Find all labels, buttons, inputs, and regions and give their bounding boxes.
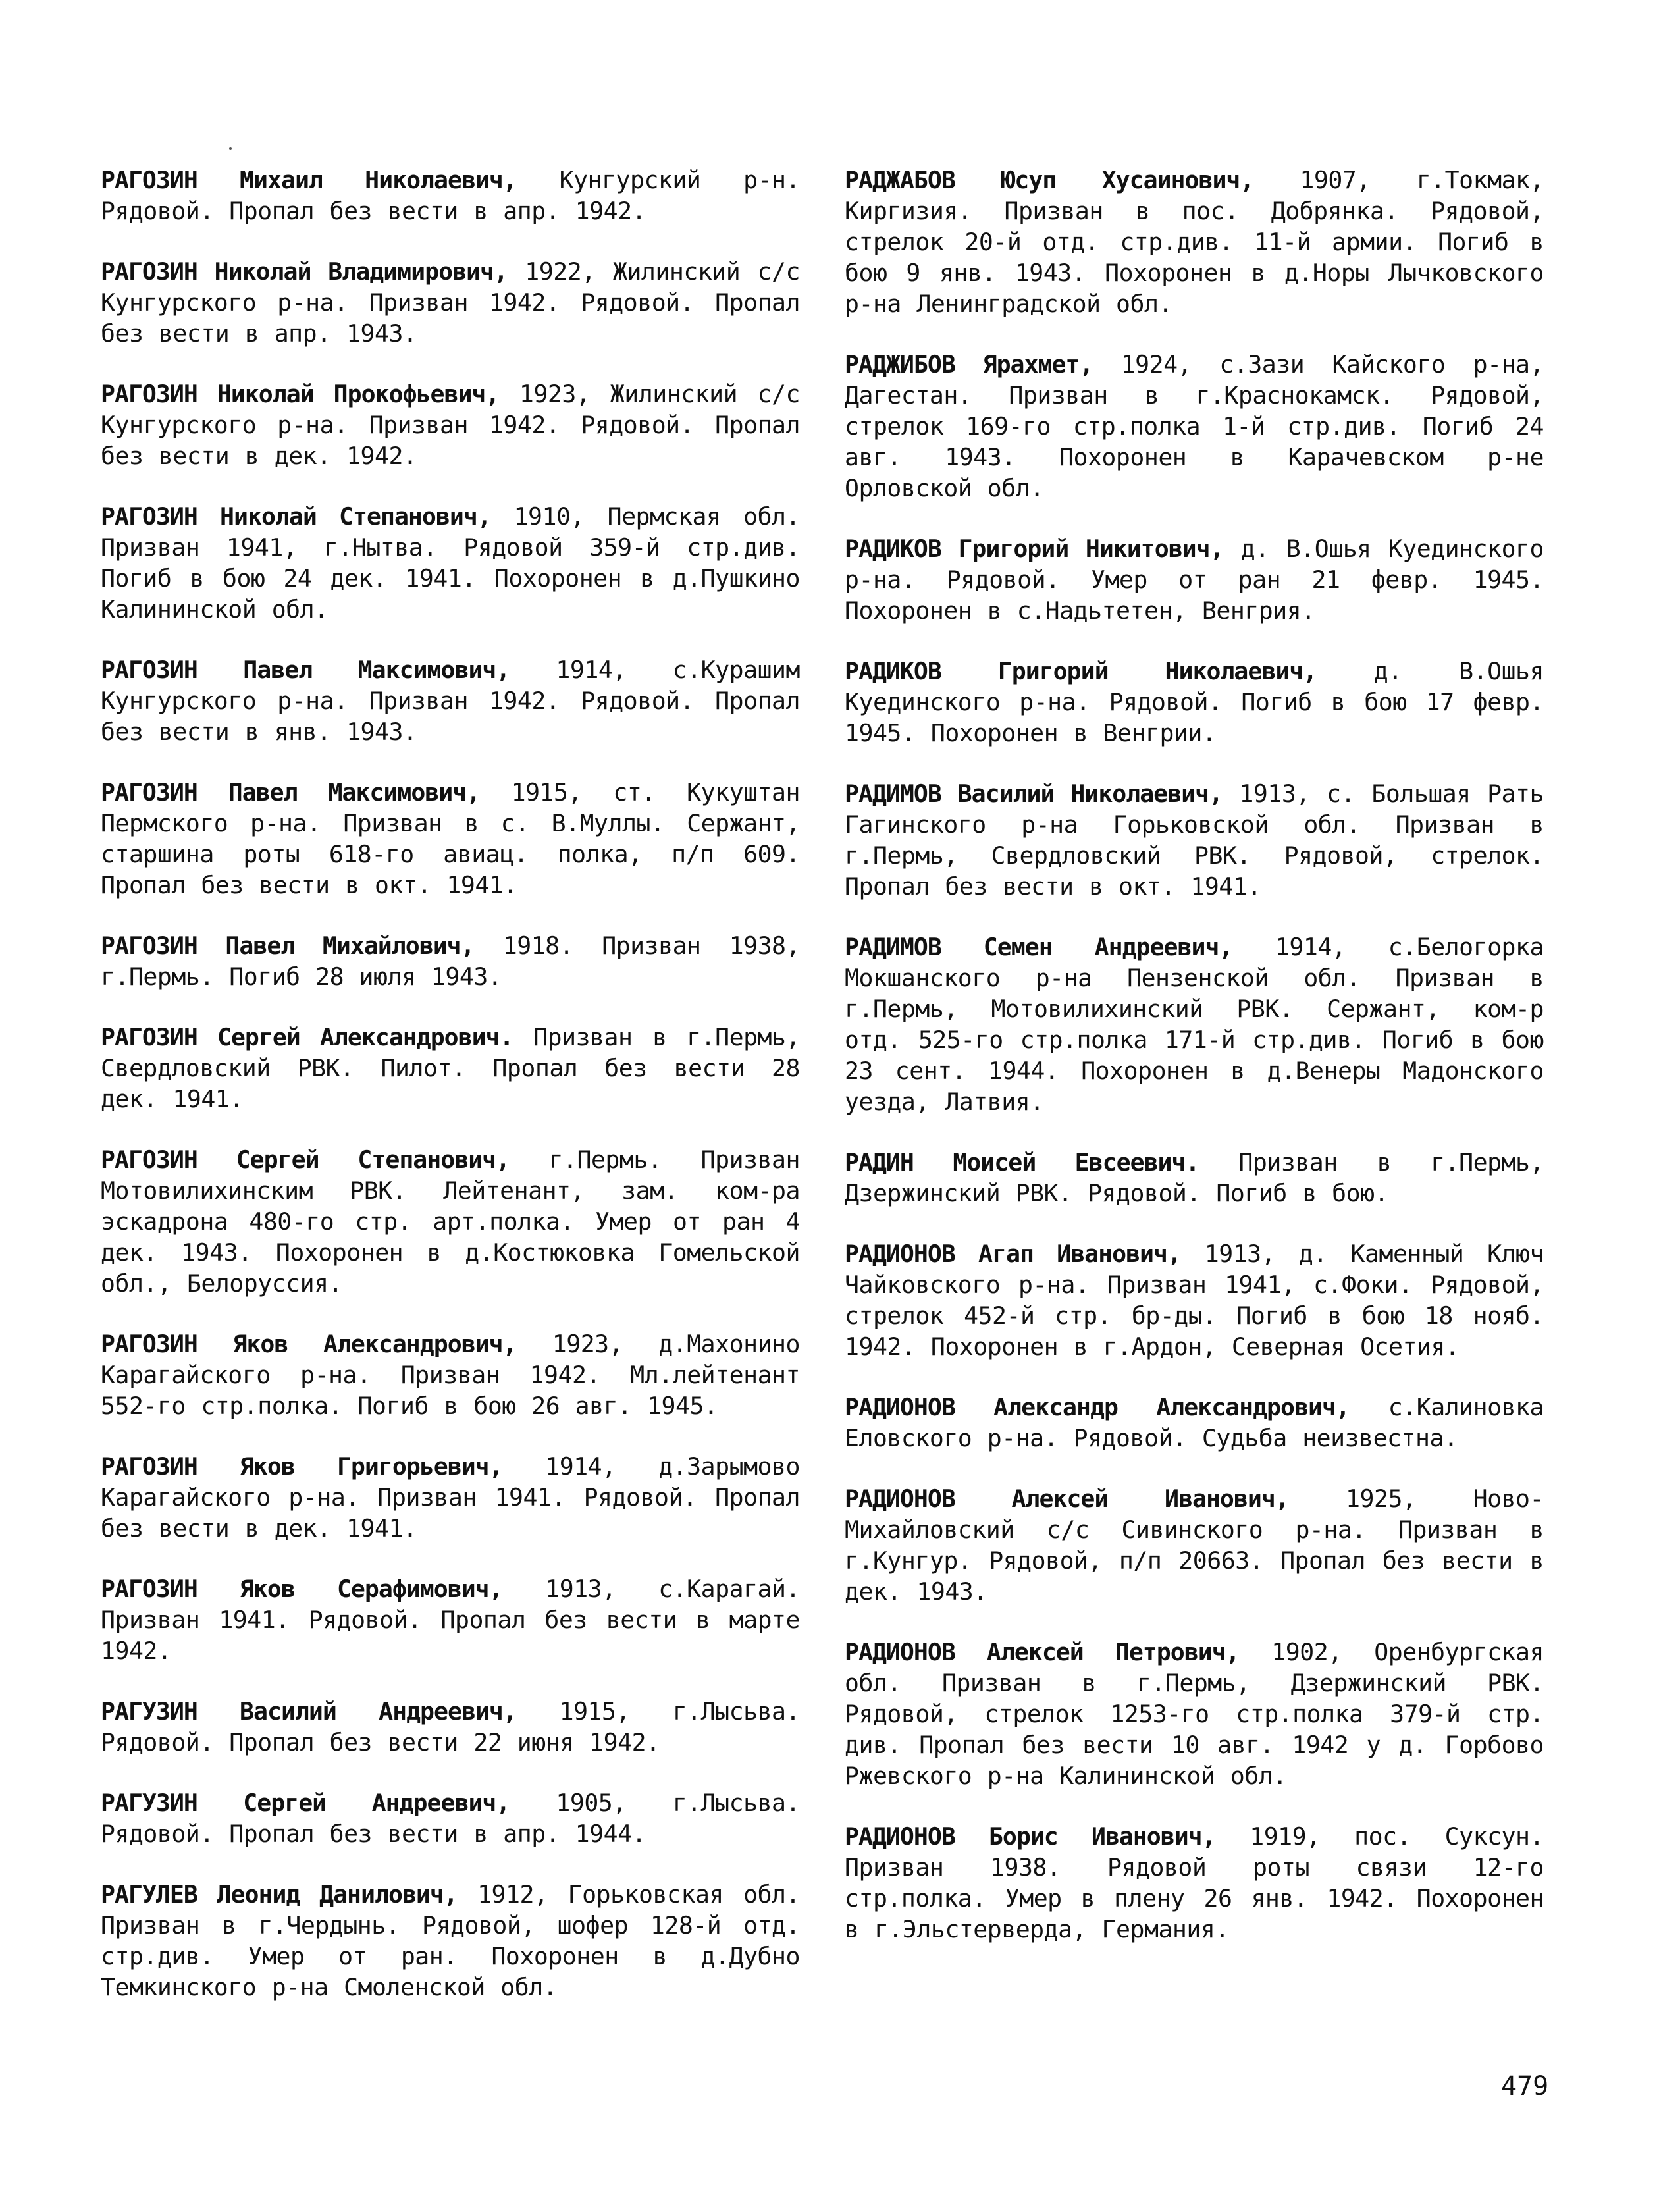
entry-name: РАГОЗИН Яков Александрович, xyxy=(101,1330,517,1358)
entry-name: РАДИКОВ Григорий Никитович, xyxy=(845,535,1224,563)
entry-text: 1914, с.Белогорка Мокшанского р-на Пензенской обл. Призван в г.Пермь, Мотовилихинский РВК. Сержант, ком-р отд. 525-го стр.полка 171-й стр.див. Погиб в бою 23 сент. 1944. Похоронен в д.Венеры Мадонского уезда, Латвия. xyxy=(845,933,1544,1116)
entry xyxy=(101,256,800,349)
entry-text: Призван в г.Пермь, Свердловский РВК. Пилот. Пропал без вести 28 дек. 1941. xyxy=(101,1023,800,1113)
entry-text: 1910, Пермская обл. Призван 1941, г.Нытва. Рядовой 359-й стр.див. Погиб в бою 24 дек. 1941. Похоронен в д.Пушкино Калининской обл. xyxy=(101,502,801,623)
entry xyxy=(101,654,800,747)
entry xyxy=(845,165,1544,319)
entry xyxy=(845,1238,1544,1362)
entry xyxy=(845,349,1544,504)
entry xyxy=(101,1329,800,1421)
entry-name: РАДЖИБОВ Ярахмет, xyxy=(845,350,1093,379)
entry-text: Кунгурский р-н. Рядовой. Пропал без вести в апр. 1942. xyxy=(101,166,800,225)
entry xyxy=(101,1879,800,2003)
entry xyxy=(101,501,800,625)
entry-text: с.Калиновка Еловского р-на. Рядовой. Судьба неизвестна. xyxy=(845,1393,1544,1452)
entry-name: РАДИМОВ Василий Николаевич, xyxy=(845,779,1223,808)
entry-text: 1913, д. Каменный Ключ Чайковского р-на. Призван 1941, с.Фоки. Рядовой, стрелок 452-й стр. бр-ды. Погиб в бою 18 нояб. 1942. Похоронен в г.Ардон, Северная Осетия. xyxy=(845,1240,1544,1361)
entry-text: 1915, г.Лысьва. Рядовой. Пропал без вести 22 июня 1942. xyxy=(101,1697,800,1756)
entry-text: 1924, с.Зази Кайского р-на, Дагестан. Призван в г.Краснокамск. Рядовой, стрелок 169-го стр.полка 1-й стр.див. Погиб 24 авг. 1943. Похоронен в Карачевском р-не Орловской обл. xyxy=(845,350,1544,502)
page-number: 479 xyxy=(1501,2071,1549,2101)
entry xyxy=(845,932,1544,1117)
entry-name: РАДИКОВ Григорий Николаевич, xyxy=(845,657,1317,685)
entry-text: 1912, Горьковская обл. Призван в г.Чердынь. Рядовой, шофер 128-й отд. стр.див. Умер от ран. Похоронен в д.Дубно Темкинского р-на Смоленской обл. xyxy=(101,1880,800,2001)
entry xyxy=(845,533,1544,626)
entry-name: РАГОЗИН Яков Григорьевич, xyxy=(101,1452,503,1481)
entry-text: 1907, г.Токмак, Киргизия. Призван в пос. Добрянка. Рядовой, стрелок 20-й отд. стр.див. 11-й армии. Погиб в бою 9 янв. 1943. Похоронен в д.Норы Лычковского р-на Ленинградской обл. xyxy=(845,166,1544,318)
entry-name: РАДИОНОВ Агап Иванович, xyxy=(845,1240,1181,1268)
entry-text: 1918. Призван 1938, г.Пермь. Погиб 28 июля 1943. xyxy=(101,932,801,991)
entry-text: 1914, д.Зарымово Карагайского р-на. Призван 1941. Рядовой. Пропал без вести в дек. 1941. xyxy=(101,1452,800,1542)
entry-name: РАДЖАБОВ Юсуп Хусаинович, xyxy=(845,166,1254,194)
entry-text: 1923, д.Махонино Карагайского р-на. Призван 1942. Мл.лейтенант 552-го стр.полка. Погиб в бою 26 авг. 1945. xyxy=(101,1330,800,1420)
entry-text: д. В.Ошья Куединского р-на. Рядовой. Умер от ран 21 февр. 1945. Похоронен в с.Надьтетен, Венгрия. xyxy=(845,535,1544,625)
entry-name: РАДИН Моисей Евсеевич. xyxy=(845,1148,1199,1176)
entry-name: РАГУЛЕВ Леонид Данилович, xyxy=(101,1880,458,1909)
entry-text: 1925, Ново-Михайловский с/с Сивинского р-на. Призван в г.Кунгур. Рядовой, п/п 20663. Пропал без вести в дек. 1943. xyxy=(845,1485,1544,1606)
entry-text: 1914, с.Курашим Кунгурского р-на. Призван 1942. Рядовой. Пропал без вести в янв. 1943. xyxy=(101,656,801,746)
entry xyxy=(101,379,800,471)
entry-text: д. В.Ошья Куединского р-на. Рядовой. Погиб в бою 17 февр. 1945. Похоронен в Венгрии. xyxy=(845,657,1544,747)
entry-name: РАДИОНОВ Александр Александрович, xyxy=(845,1393,1350,1421)
entry-name: РАГОЗИН Павел Максимович, xyxy=(101,778,481,806)
entry-text: 1913, с.Карагай. Призван 1941. Рядовой. Пропал без вести в марте 1942. xyxy=(101,1575,800,1665)
entry-text: Призван в г.Пермь, Дзержинский РВК. Рядовой. Погиб в бою. xyxy=(845,1148,1544,1207)
entry xyxy=(101,930,800,992)
entry-name: РАГОЗИН Николай Степанович, xyxy=(101,502,491,531)
entry-name: РАДИОНОВ Алексей Петрович, xyxy=(845,1638,1240,1666)
entry xyxy=(845,778,1544,902)
entry xyxy=(101,1022,800,1115)
entry-name: РАГОЗИН Сергей Степанович, xyxy=(101,1146,510,1174)
entry xyxy=(845,656,1544,749)
entry-name: РАГОЗИН Яков Серафимович, xyxy=(101,1575,503,1603)
right-column xyxy=(845,165,1544,1974)
entry-text: 1919, пос. Суксун. Призван 1938. Рядовой роты связи 12-го стр.полка. Умер в плену 26 янв. 1942. Похоронен в г.Эльстерверда, Германия. xyxy=(845,1822,1544,1943)
entry-name: РАГОЗИН Павел Михайлович, xyxy=(101,932,475,960)
entry-name: РАДИОНОВ Алексей Иванович, xyxy=(845,1485,1289,1513)
entry-text: 1902, Оренбургская обл. Призван в г.Пермь, Дзержинский РВК. Рядовой, стрелок 1253-го стр.полка 379-й стр. див. Пропал без вести 10 авг. 1942 у д. Горбово Ржевского р-на Калининской обл. xyxy=(845,1638,1544,1790)
entry-text: 1922, Жилинский с/с Кунгурского р-на. Призван 1942. Рядовой. Пропал без вести в апр. 1943. xyxy=(101,257,800,348)
entry xyxy=(845,1147,1544,1209)
entry xyxy=(101,1144,800,1299)
entry-name: РАГОЗИН Николай Владимирович, xyxy=(101,257,508,286)
entry xyxy=(101,165,800,226)
entry-name: РАГОЗИН Николай Прокофьевич, xyxy=(101,380,500,408)
entry xyxy=(845,1821,1544,1945)
entry-text: 1905, г.Лысьва. Рядовой. Пропал без вести в апр. 1944. xyxy=(101,1789,801,1848)
entry xyxy=(101,1787,800,1849)
entry xyxy=(101,1573,800,1666)
entry-text: 1913, с. Большая Рать Гагинского р-на Горьковской обл. Призван в г.Пермь, Свердловский РВК. Рядовой, стрелок. Пропал без вести в окт. 1941. xyxy=(845,779,1544,901)
entry xyxy=(845,1392,1544,1454)
entry xyxy=(101,1696,800,1758)
scan-speck xyxy=(229,147,232,150)
entry-name: РАДИМОВ Семен Андреевич, xyxy=(845,933,1233,961)
entry xyxy=(845,1483,1544,1607)
entry-name: РАДИОНОВ Борис Иванович, xyxy=(845,1822,1216,1851)
entry-text: г.Пермь. Призван Мотовилихинским РВК. Лейтенант, зам. ком-ра эскадрона 480-го стр. арт.полка. Умер от ран 4 дек. 1943. Похоронен в д.Костюковка Гомельской обл., Белоруссия. xyxy=(101,1146,800,1298)
entry xyxy=(101,777,800,901)
entry-name: РАГОЗИН Павел Максимович, xyxy=(101,656,510,684)
entry-name: РАГОЗИН Сергей Александрович. xyxy=(101,1023,514,1051)
entry-text: 1915, ст. Кукуштан Пермского р-на. Призван в с. В.Муллы. Сержант, старшина роты 618-го авиац. полка, п/п 609. Пропал без вести в окт. 1941. xyxy=(101,778,800,899)
entry-text: 1923, Жилинский с/с Кунгурского р-на. Призван 1942. Рядовой. Пропал без вести в дек. 1942. xyxy=(101,380,800,470)
entry-name: РАГУЗИН Сергей Андреевич, xyxy=(101,1789,510,1817)
entry-name: РАГОЗИН Михаил Николаевич, xyxy=(101,166,517,194)
entry xyxy=(101,1451,800,1544)
entry xyxy=(845,1637,1544,1791)
left-column xyxy=(101,165,800,2032)
entry-name: РАГУЗИН Василий Андреевич, xyxy=(101,1697,517,1725)
